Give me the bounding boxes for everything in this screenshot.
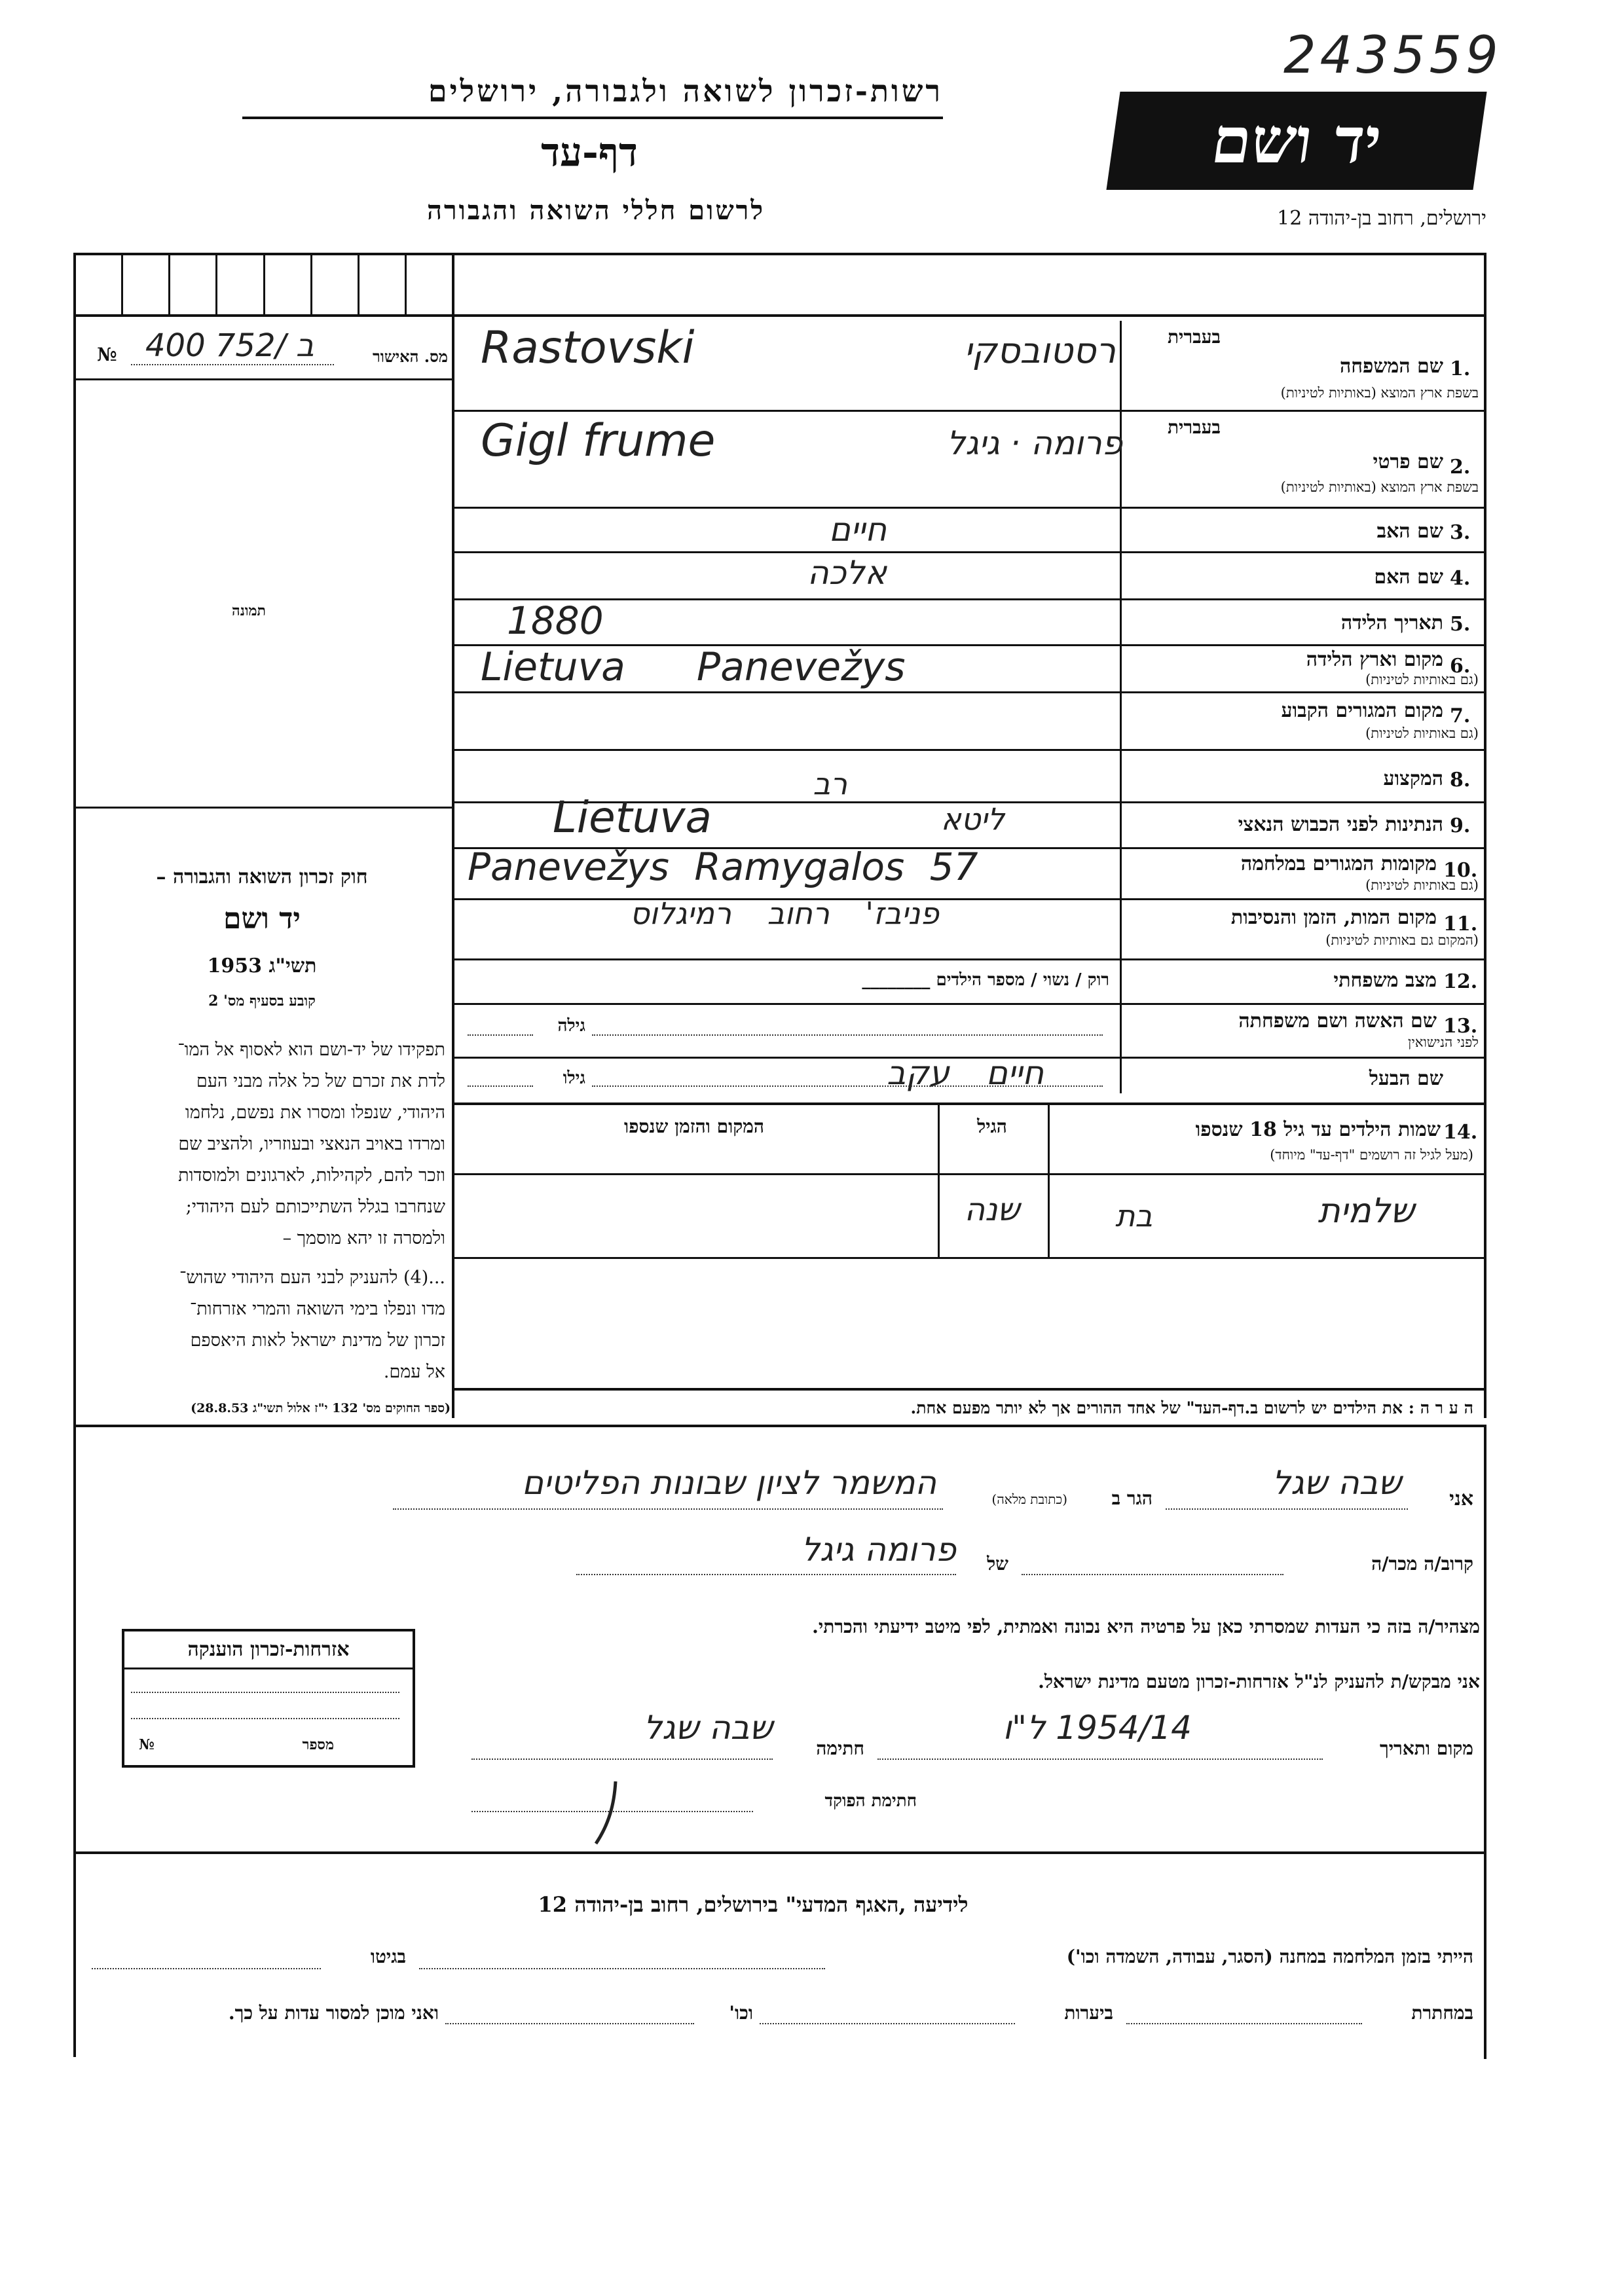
field-row-birth-place bbox=[454, 644, 1484, 693]
declarant-name-dots bbox=[1166, 1508, 1408, 1510]
field-number-14: 14. bbox=[1443, 1121, 1478, 1144]
awarded-dots-2 bbox=[131, 1718, 399, 1719]
wartime-residence: Panevežys Ramygalos 57 bbox=[468, 845, 978, 889]
of-value: פרומה גיגל bbox=[801, 1531, 956, 1569]
hebrew-marker-1: בעברית bbox=[1167, 326, 1221, 348]
address-dots bbox=[393, 1508, 943, 1510]
field-label-3: שם האב bbox=[1376, 520, 1443, 543]
declarant-address: המשמר לציון שבונות הפליטים bbox=[521, 1464, 936, 1502]
nationality-hebrew: ליטא bbox=[940, 801, 1005, 837]
residing-label: הגר ב bbox=[1111, 1487, 1153, 1509]
signature-dots bbox=[471, 1758, 773, 1760]
field-row-first-name bbox=[454, 410, 1484, 509]
logo-text: יד ושם bbox=[1207, 103, 1386, 177]
yad-vashem-logo bbox=[1106, 92, 1486, 190]
law-section: קובע בסעיף מס' 2 bbox=[208, 993, 316, 1010]
field-label-9: הנתינות לפני הכבוש הנאצי bbox=[1238, 813, 1443, 836]
of-label: של bbox=[987, 1553, 1008, 1575]
field-row-mother bbox=[454, 551, 1484, 600]
form-subtitle: לרשום חללי השואה והגבורה bbox=[426, 195, 766, 226]
header-address: ירושלים, רחוב בן-יהודה 12 bbox=[1277, 207, 1486, 230]
page-number: 243559 bbox=[1283, 26, 1502, 85]
field-label-4: שם האם bbox=[1374, 566, 1443, 589]
frame-right bbox=[1484, 253, 1486, 1418]
signature-value: שבה שגל bbox=[643, 1709, 773, 1747]
signature-label: חתימה bbox=[816, 1738, 864, 1759]
note-bottom-line bbox=[73, 1425, 1486, 1427]
first-name-latin: Gigl frume bbox=[481, 415, 716, 467]
husband-name-dots bbox=[592, 1085, 1103, 1087]
mother-name: אלכה bbox=[807, 554, 887, 592]
marital-options: רוק / נשוי / מספר הילדים ________ bbox=[862, 970, 1109, 990]
occupation: רב bbox=[813, 766, 847, 801]
child-relation: בת bbox=[1115, 1198, 1153, 1233]
hebrew-marker-2: בעברית bbox=[1167, 416, 1221, 438]
field-sub-2: בשפת ארץ המוצא (באותיות לטיניות) bbox=[1280, 479, 1479, 495]
field-label-10: מקומות המגורים במלחמה bbox=[1240, 852, 1437, 875]
law-name: יד ושם bbox=[223, 902, 301, 936]
footer-line2-dots-1 bbox=[1126, 2023, 1362, 2024]
field-sub-1: בשפת ארץ המוצא (באותיות לטיניות) bbox=[1280, 385, 1479, 401]
awarded-box-title: אזרחות-זכרון הוענקה bbox=[187, 1638, 350, 1661]
children-label: שמות הילדים עד גיל 18 שנספו bbox=[1195, 1118, 1441, 1141]
declarant-name: שבה שגל bbox=[1272, 1464, 1401, 1502]
birth-date: 1880 bbox=[507, 598, 604, 643]
awarded-dots-1 bbox=[131, 1692, 399, 1693]
husband-age-dots bbox=[468, 1085, 533, 1087]
field-number-10: 10. bbox=[1443, 859, 1478, 882]
children-age-col-right bbox=[1048, 1105, 1050, 1257]
field-label-7: מקום המגורים הקבוע bbox=[1281, 699, 1443, 722]
child-name: שלמית bbox=[1318, 1192, 1414, 1231]
law-text bbox=[81, 1034, 445, 1388]
children-age-col-left bbox=[938, 1105, 940, 1257]
field-row-death bbox=[454, 898, 1484, 960]
wife-age-dots bbox=[468, 1034, 533, 1036]
nationality-latin: Lietuva bbox=[553, 792, 712, 843]
field-number-6: 6. bbox=[1450, 655, 1471, 678]
field-label-8: המקצוע bbox=[1383, 767, 1443, 790]
date-value: 1954/14 ל"ו bbox=[1003, 1709, 1192, 1747]
husband-age-label: גילו bbox=[563, 1068, 585, 1088]
children-bottom-line bbox=[454, 1257, 1484, 1259]
field-row-nationality bbox=[454, 792, 1484, 849]
relative-dots bbox=[1022, 1574, 1283, 1575]
field-row-residence bbox=[454, 691, 1484, 751]
of-dots bbox=[576, 1574, 956, 1575]
father-name: חיים bbox=[828, 511, 887, 549]
field-row-family-name bbox=[454, 317, 1484, 412]
field-label-11: מקום המות, הזמן והנסיבות bbox=[1230, 906, 1437, 929]
relative-label: קרוב/ה מכר/ה bbox=[1371, 1553, 1473, 1575]
registration-grid bbox=[76, 255, 452, 316]
registration-bottom bbox=[76, 378, 452, 380]
form-title: דף-עד bbox=[541, 130, 638, 175]
awarded-number-label: מספר bbox=[302, 1736, 334, 1753]
law-line: ...(4) להעניק לבני העם היהודי שהוש־ bbox=[179, 1267, 445, 1288]
place-date-label: מקום ותאריך bbox=[1379, 1738, 1473, 1759]
address-hint: (כתובת מלאה) bbox=[991, 1491, 1067, 1507]
children-top-line bbox=[454, 1102, 1486, 1105]
registration-dots bbox=[131, 364, 334, 365]
children-header-line bbox=[454, 1173, 1484, 1175]
footer-title: לידיעה ,האגף המדעי" בירושלים, רחוב בן-יהודה 12 bbox=[538, 1892, 969, 1917]
field-number-5: 5. bbox=[1450, 613, 1471, 636]
law-title: חוק זכרון השואה והגבורה – bbox=[156, 866, 368, 888]
children-col-place: המקום והזמן שנספו bbox=[624, 1116, 764, 1137]
awarded-no-symbol: № bbox=[139, 1736, 155, 1753]
footer-line2-start: במחתרת bbox=[1411, 2002, 1473, 2024]
footer-line1-dots bbox=[419, 1968, 825, 1969]
field-row-marital bbox=[454, 958, 1484, 1005]
field-label-12: מצב משפחתי bbox=[1333, 969, 1437, 992]
awarded-box bbox=[122, 1629, 415, 1768]
request: אני מבקש/ת להעניק לנ"ל אזרחות-זכרון מטעם מדינת ישראל. bbox=[1038, 1671, 1480, 1692]
field-number-13: 13. bbox=[1443, 1015, 1478, 1038]
field-number-8: 8. bbox=[1450, 769, 1471, 792]
children-col-age: הגיל bbox=[977, 1116, 1007, 1137]
note-top-line bbox=[454, 1388, 1486, 1391]
field-label-13: שם האשה ושם משפחתה bbox=[1238, 1010, 1437, 1032]
family-name-latin: Rastovski bbox=[481, 322, 695, 374]
field-row-husband bbox=[454, 1054, 1484, 1102]
field-label-1: שם המשפחה bbox=[1339, 355, 1443, 378]
footer-line2-etc: וכו' bbox=[729, 2002, 753, 2024]
footer-line2-mid: ביערות bbox=[1064, 2002, 1113, 2024]
field-number-2: 2. bbox=[1450, 456, 1471, 479]
photo-bottom bbox=[76, 807, 452, 809]
frame-left bbox=[73, 253, 76, 2057]
law-line: היהודי, שנפלו ומסרו את נפשם, נלחמו bbox=[185, 1102, 445, 1123]
date-dots bbox=[877, 1758, 1323, 1760]
field-row-birth-date bbox=[454, 598, 1484, 646]
field-sub-11: (המקום גם באותיות לטיניות) bbox=[1325, 932, 1479, 948]
field-label-husband: שם הבעל bbox=[1369, 1067, 1443, 1090]
registration-no-symbol: № bbox=[97, 344, 117, 365]
authority-underline bbox=[242, 117, 943, 119]
registration-number: 400 752/ ב bbox=[145, 327, 314, 364]
footer-line1-label: הייתי בזמן המלחמה במחנה (הסגר, עבודה, השמדה וכו') bbox=[1066, 1946, 1473, 1967]
field-row-wartime-residence bbox=[454, 847, 1484, 900]
field-label-2: שם פרטי bbox=[1373, 450, 1443, 473]
law-line: מדו ונפלו בימי השואה והמרי אזרחות־ bbox=[189, 1299, 445, 1319]
law-line: תפקידו של יד-ושם הוא לאסוף אל המו־ bbox=[177, 1040, 445, 1060]
field-number-12: 12. bbox=[1443, 970, 1478, 993]
law-line: אל עמם. bbox=[383, 1362, 445, 1382]
children-sub: (מעל לגיל זה רושמים "דף-עד" מיוחד) bbox=[1270, 1147, 1473, 1163]
law-line: וזכר להם, לקהילות, לארגונים ולמוסדות bbox=[178, 1165, 445, 1186]
footer-line2-dots-2 bbox=[760, 2023, 1015, 2024]
field-number-1: 1. bbox=[1450, 357, 1471, 380]
wife-name-dots bbox=[592, 1034, 1103, 1036]
child-age: שנה bbox=[964, 1192, 1020, 1228]
law-line: זכרון של מדינת ישראל לאות היאספם bbox=[190, 1330, 445, 1351]
field-sub-7: (גם באותיות לטיניות) bbox=[1365, 725, 1479, 741]
husband-name: חיים עקב bbox=[887, 1054, 1044, 1092]
footer-top-line bbox=[73, 1851, 1486, 1854]
family-name-hebrew: רסטובסקי bbox=[964, 330, 1116, 371]
field-sub-13: לפני הנישואין bbox=[1408, 1034, 1479, 1050]
field-number-11: 11. bbox=[1443, 913, 1478, 936]
photo-label: תמונה bbox=[232, 602, 266, 619]
law-line: שנחרבו בגלל השתייכותם לעם היהודי; bbox=[185, 1197, 445, 1217]
field-sub-10: (גם באותיות לטיניות) bbox=[1365, 877, 1479, 893]
wife-age-label: גילה bbox=[557, 1016, 585, 1036]
law-line: ולמסרה זו יהא מוסמך – bbox=[282, 1228, 445, 1248]
law-line: לדת את זכרם של כל אלה מבני העם bbox=[196, 1071, 445, 1091]
children-note: ה ע ר ה : את הילדים יש לרשום ב.דף-העד" של אחד ההורים אך לא יותר מפעם אחת. bbox=[910, 1398, 1473, 1417]
field-number-3: 3. bbox=[1450, 521, 1471, 544]
birth-place: Lietuva Panevežys bbox=[481, 644, 906, 690]
authority-name: רשות-זכרון לשואה ולגבורה, ירושלים bbox=[428, 73, 943, 109]
official-signature-mark bbox=[589, 1778, 629, 1850]
footer-line2-end: ואני מוכן למסור עדות על כך. bbox=[228, 2002, 439, 2024]
field-sub-6: (גם באותיות לטיניות) bbox=[1365, 672, 1479, 687]
declaration-i-label: אני bbox=[1449, 1487, 1473, 1510]
footer-right-line bbox=[1484, 1427, 1486, 2059]
official-signature-label: חתימת הפוקד bbox=[824, 1791, 917, 1811]
field-row-wife bbox=[454, 1003, 1484, 1059]
law-year: תשי"ג 1953 bbox=[207, 955, 317, 977]
law-reference: (ספר החוקים מס' 132 י"ז אלול תשי"ג 28.8.53) bbox=[191, 1401, 451, 1415]
law-line: ומרדו באויב הנאצי ובעוזריו, ולהציב שם bbox=[178, 1134, 445, 1154]
first-name-hebrew: פרומה · גיגל bbox=[946, 424, 1122, 462]
field-number-9: 9. bbox=[1450, 814, 1471, 837]
death-place: פניבז' רחוב רמיגלוס bbox=[630, 896, 939, 931]
footer-line2-dots-3 bbox=[445, 2023, 694, 2024]
field-number-7: 7. bbox=[1450, 704, 1471, 727]
field-row-father bbox=[454, 507, 1484, 553]
registration-label: מס. האישור bbox=[372, 347, 448, 366]
field-label-6: מקום וארץ הלידה bbox=[1306, 648, 1443, 671]
field-label-5: תאריך הלידה bbox=[1340, 611, 1443, 634]
statement: מצהיר/ה בזה כי העדות שמסרתי כאן על פרטיה היא נכונה ואמתית, לפי מיטב ידיעתי והכרתי. bbox=[812, 1616, 1480, 1637]
field-number-4: 4. bbox=[1450, 567, 1471, 590]
footer-line1-dots-2 bbox=[92, 1968, 321, 1969]
footer-line1-end: בגיטו bbox=[370, 1946, 406, 1967]
